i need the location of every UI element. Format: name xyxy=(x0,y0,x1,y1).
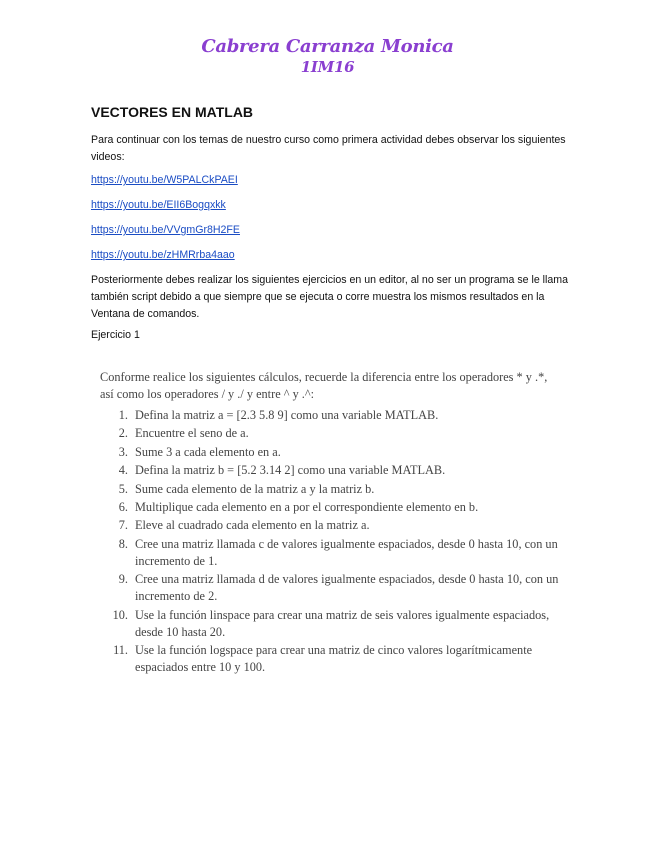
exercise-item-text: Eleve al cuadrado cada elemento en la matriz a. xyxy=(135,518,370,533)
exercise-item-number: 9. xyxy=(118,572,128,587)
exercise-label: Ejercicio 1 xyxy=(91,329,140,341)
exercise-item xyxy=(100,425,560,442)
exercise-item-number: 4. xyxy=(118,463,128,478)
exercise-item-number: 7. xyxy=(118,518,128,533)
exercise-item xyxy=(100,481,560,498)
video-link-2[interactable]: https://youtu.be/EII6Bogqxkk xyxy=(91,199,226,211)
exercise-item xyxy=(100,571,560,605)
exercise-item xyxy=(100,642,560,676)
exercise-item-text: Defina la matriz b = [5.2 3.14 2] como una variable MATLAB. xyxy=(135,463,446,478)
exercise-item-number: 2. xyxy=(118,426,128,441)
video-link-1[interactable]: https://youtu.be/W5PALCkPAEI xyxy=(91,174,238,186)
exercise-item-text: Encuentre el seno de a. xyxy=(135,426,249,441)
page-title: VECTORES EN MATLAB xyxy=(91,104,254,120)
exercise-item-number: 1. xyxy=(118,408,128,422)
video-link-4[interactable]: https://youtu.be/zHMRrba4aao xyxy=(91,249,235,261)
exercise-item-text: Cree una matriz llamada d de valores igualmente espaciados, desde 0 hasta 10, con un incremento de 2. xyxy=(135,572,559,604)
exercise-item-number: 10. xyxy=(112,607,128,622)
exercise-item-text: Sume cada elemento de la matriz a y la matriz b. xyxy=(135,481,375,496)
exercise-item xyxy=(100,444,560,461)
exercise-intro: Conforme realice los siguientes cálculos, recuerde la diferencia entre los operadores * y .*, así como los operadores / y ./ y entre ^ y .^: xyxy=(100,370,548,401)
exercise-list xyxy=(100,407,560,676)
group-handwriting: 1IM16 xyxy=(300,58,355,76)
exercise-item-number: 11. xyxy=(113,642,128,657)
exercise-item xyxy=(100,607,560,641)
exercise-item-text: Sume 3 a cada elemento en a. xyxy=(135,444,281,459)
exercise-item xyxy=(100,499,560,516)
author-handwriting: Cabrera Carranza Monica xyxy=(201,36,454,57)
exercise-item-number: 5. xyxy=(118,481,128,496)
exercise-item xyxy=(100,517,560,534)
exercise-item xyxy=(100,462,560,479)
exercise-item-number: 3. xyxy=(118,444,128,459)
document-body xyxy=(91,104,571,341)
exercise-item-text: Use la función logspace para crear una matriz de cinco valores logarítmicamente espaciados entre 10 y 100. xyxy=(135,642,533,674)
exercise-item xyxy=(100,536,560,570)
exercise-item-text: Multiplique cada elemento en a por el correspondiente elemento en b. xyxy=(135,499,479,514)
exercise-item-number: 8. xyxy=(118,536,128,551)
exercise-item-number: 6. xyxy=(118,499,128,514)
video-link-3[interactable]: https://youtu.be/VVgmGr8H2FE xyxy=(91,224,240,236)
instructions-paragraph: Posteriormente debes realizar los siguientes ejercicios en un editor, al no ser un programa se le llama también script debido a que siempre que se ejecuta o corre muestra los mismos resultados en la Ventana de comandos. xyxy=(91,274,568,320)
exercise-item-text: Use la función linspace para crear una matriz de seis valores igualmente espaciados, desde 10 hasta 20. xyxy=(135,607,550,639)
exercise-item-text: Defina la matriz a = [2.3 5.8 9] como una variable MATLAB. xyxy=(135,408,439,422)
intro-paragraph: Para continuar con los temas de nuestro curso como primera actividad debes observar los siguientes videos: xyxy=(91,134,566,163)
exercise-item xyxy=(100,407,560,424)
exercise-scan xyxy=(100,369,560,677)
exercise-item-text: Cree una matriz llamada c de valores igualmente espaciados, desde 0 hasta 10, con un incremento de 1. xyxy=(135,536,558,568)
